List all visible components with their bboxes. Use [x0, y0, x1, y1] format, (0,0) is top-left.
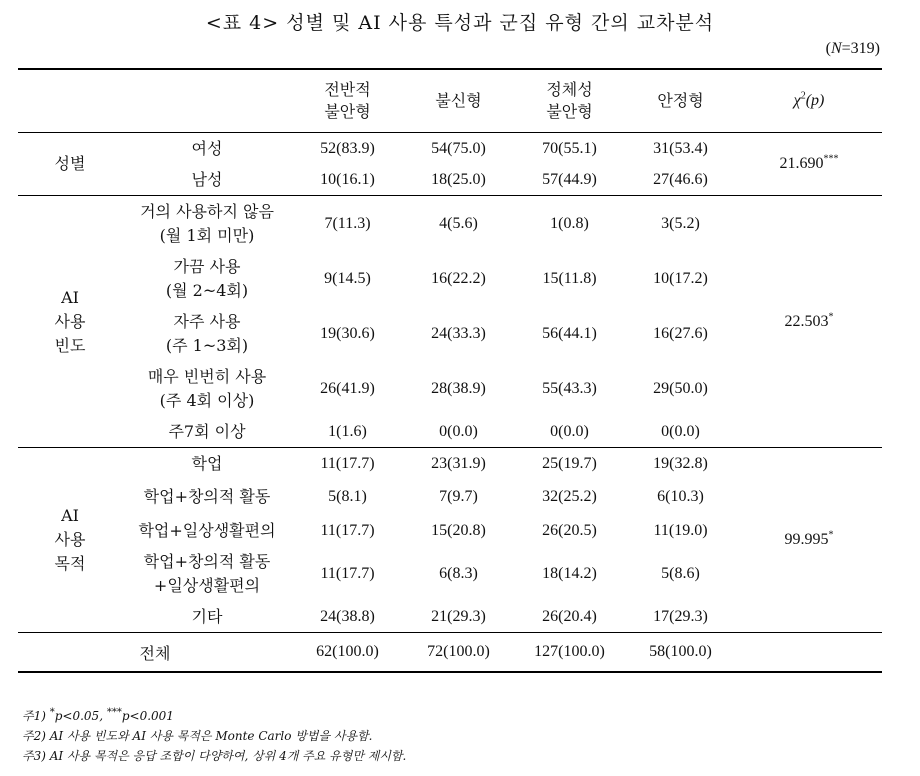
crosstab-table: [18, 68, 882, 673]
cell: 58(100.0): [625, 633, 736, 673]
row-label: 기타: [191, 606, 223, 626]
cell: 1(0.8): [514, 196, 625, 252]
cell: 6(8.3): [439, 564, 478, 582]
cell: 29(50.0): [653, 379, 708, 397]
cell: 70(55.1): [542, 139, 597, 157]
header-blank-1: [18, 69, 122, 133]
cell: 11(17.7): [320, 521, 375, 539]
cell: 57(44.9): [542, 170, 597, 188]
cell: 27(46.6): [653, 170, 708, 188]
chi-square-purpose: 99.995*: [736, 448, 882, 633]
cell: 0(0.0): [550, 422, 589, 440]
cell: 10(17.2): [653, 269, 708, 287]
table-notes: [22, 706, 406, 766]
cell: 52(83.9): [320, 139, 375, 157]
cell: 72(100.0): [403, 633, 514, 673]
cell: 16(22.2): [431, 269, 486, 287]
note-3: 주3) AI 사용 목적은 응답 조합이 다양하여, 상위 4개 주요 유형만 제시함.: [22, 749, 407, 763]
row-label: 자주 사용 (주 1~3회): [165, 311, 249, 355]
cell: 24(38.8): [320, 607, 375, 625]
header-cluster-3: 정체성 불안형: [514, 69, 625, 133]
cell: 11(17.7): [320, 564, 375, 582]
n-open: (: [825, 40, 831, 57]
total-label: 전체: [18, 633, 292, 673]
cell: 32(25.2): [542, 488, 597, 505]
cell: 5(8.6): [661, 564, 700, 582]
header-blank-2: [122, 69, 292, 133]
cell: 0(0.0): [439, 422, 478, 440]
cell: 21(29.3): [431, 607, 486, 625]
table-row: [18, 196, 882, 252]
cell: 19(32.8): [625, 448, 736, 480]
n-rest: =319): [841, 40, 880, 57]
chi-square-sex: 21.690***: [779, 153, 839, 172]
sample-size-note: [826, 40, 880, 58]
table-row-total: [18, 633, 882, 673]
header-cluster-1: 전반적 불안형: [292, 69, 403, 133]
cell: 3(5.2): [625, 196, 736, 252]
cell: 55(43.3): [542, 379, 597, 397]
cell: 1(1.6): [328, 422, 367, 440]
group-label-frequency: AI 사용 빈도: [18, 196, 122, 448]
cell: 17(29.3): [653, 607, 708, 625]
cell: 4(5.6): [403, 196, 514, 252]
row-label: 여성: [191, 138, 223, 158]
cell: 24(33.3): [431, 324, 486, 342]
note-2: 주2) AI 사용 빈도와 AI 사용 목적은 Monte Carlo 방법을 사용함.: [22, 729, 373, 743]
note-1: 주1) *p<0.05, ***p<0.001: [22, 707, 174, 723]
table-title: <표 4> 성별 및 AI 사용 특성과 군집 유형 간의 교차분석: [205, 12, 715, 34]
cell: 26(20.5): [542, 521, 597, 539]
cell: 62(100.0): [292, 633, 403, 673]
n-var: N: [830, 40, 842, 57]
cell: 7(11.3): [292, 196, 403, 252]
cell: 5(8.1): [328, 488, 367, 505]
cell: 26(41.9): [320, 379, 375, 397]
row-label: 학업+일상생활편의: [138, 520, 276, 540]
cell: 54(75.0): [431, 139, 486, 157]
cell: 11(19.0): [653, 521, 708, 539]
cell: 127(100.0): [514, 633, 625, 673]
cell: 25(19.7): [514, 448, 625, 480]
table-header-row: [18, 69, 882, 133]
cell: 28(38.9): [431, 379, 486, 397]
header-cluster-4: 안정형: [625, 69, 736, 133]
row-label: 가끔 사용 (월 2~4회): [165, 256, 249, 300]
row-label: 주7회 이상: [168, 421, 246, 441]
cell: 56(44.1): [542, 324, 597, 342]
header-chi-square: $\chi^2(p)$: [736, 69, 882, 133]
row-label: 거의 사용하지 않음 (월 1회 미만): [122, 196, 292, 252]
group-label-sex: 성별: [54, 154, 86, 173]
cell: 6(10.3): [657, 488, 704, 505]
chi-square-frequency: 22.503*: [736, 196, 882, 448]
row-label: 매우 빈번히 사용 (주 4회 이상): [147, 366, 267, 410]
table-row: [18, 448, 882, 480]
cell: 15(20.8): [431, 521, 486, 539]
cell: 9(14.5): [324, 269, 371, 287]
cell: 18(25.0): [431, 170, 486, 188]
cell: 23(31.9): [403, 448, 514, 480]
cell: 16(27.6): [653, 324, 708, 342]
cell: 19(30.6): [320, 324, 375, 342]
cell: 18(14.2): [542, 564, 597, 582]
table-row: [18, 133, 882, 165]
cell: 31(53.4): [653, 139, 708, 157]
cell: 10(16.1): [320, 170, 375, 188]
cell: 11(17.7): [292, 448, 403, 480]
group-label-purpose: AI 사용 목적: [18, 448, 122, 633]
cell: 7(9.7): [439, 488, 478, 505]
total-blank: [736, 633, 882, 673]
cell: 15(11.8): [542, 269, 597, 287]
row-label: 남성: [191, 169, 223, 189]
cell: 26(20.4): [542, 607, 597, 625]
cell: 0(0.0): [661, 422, 700, 440]
row-label: 학업+창의적 활동: [143, 487, 271, 506]
row-label: 학업: [122, 448, 292, 480]
header-cluster-2: 불신형: [403, 69, 514, 133]
row-label: 학업+창의적 활동 +일상생활편의: [143, 551, 271, 595]
